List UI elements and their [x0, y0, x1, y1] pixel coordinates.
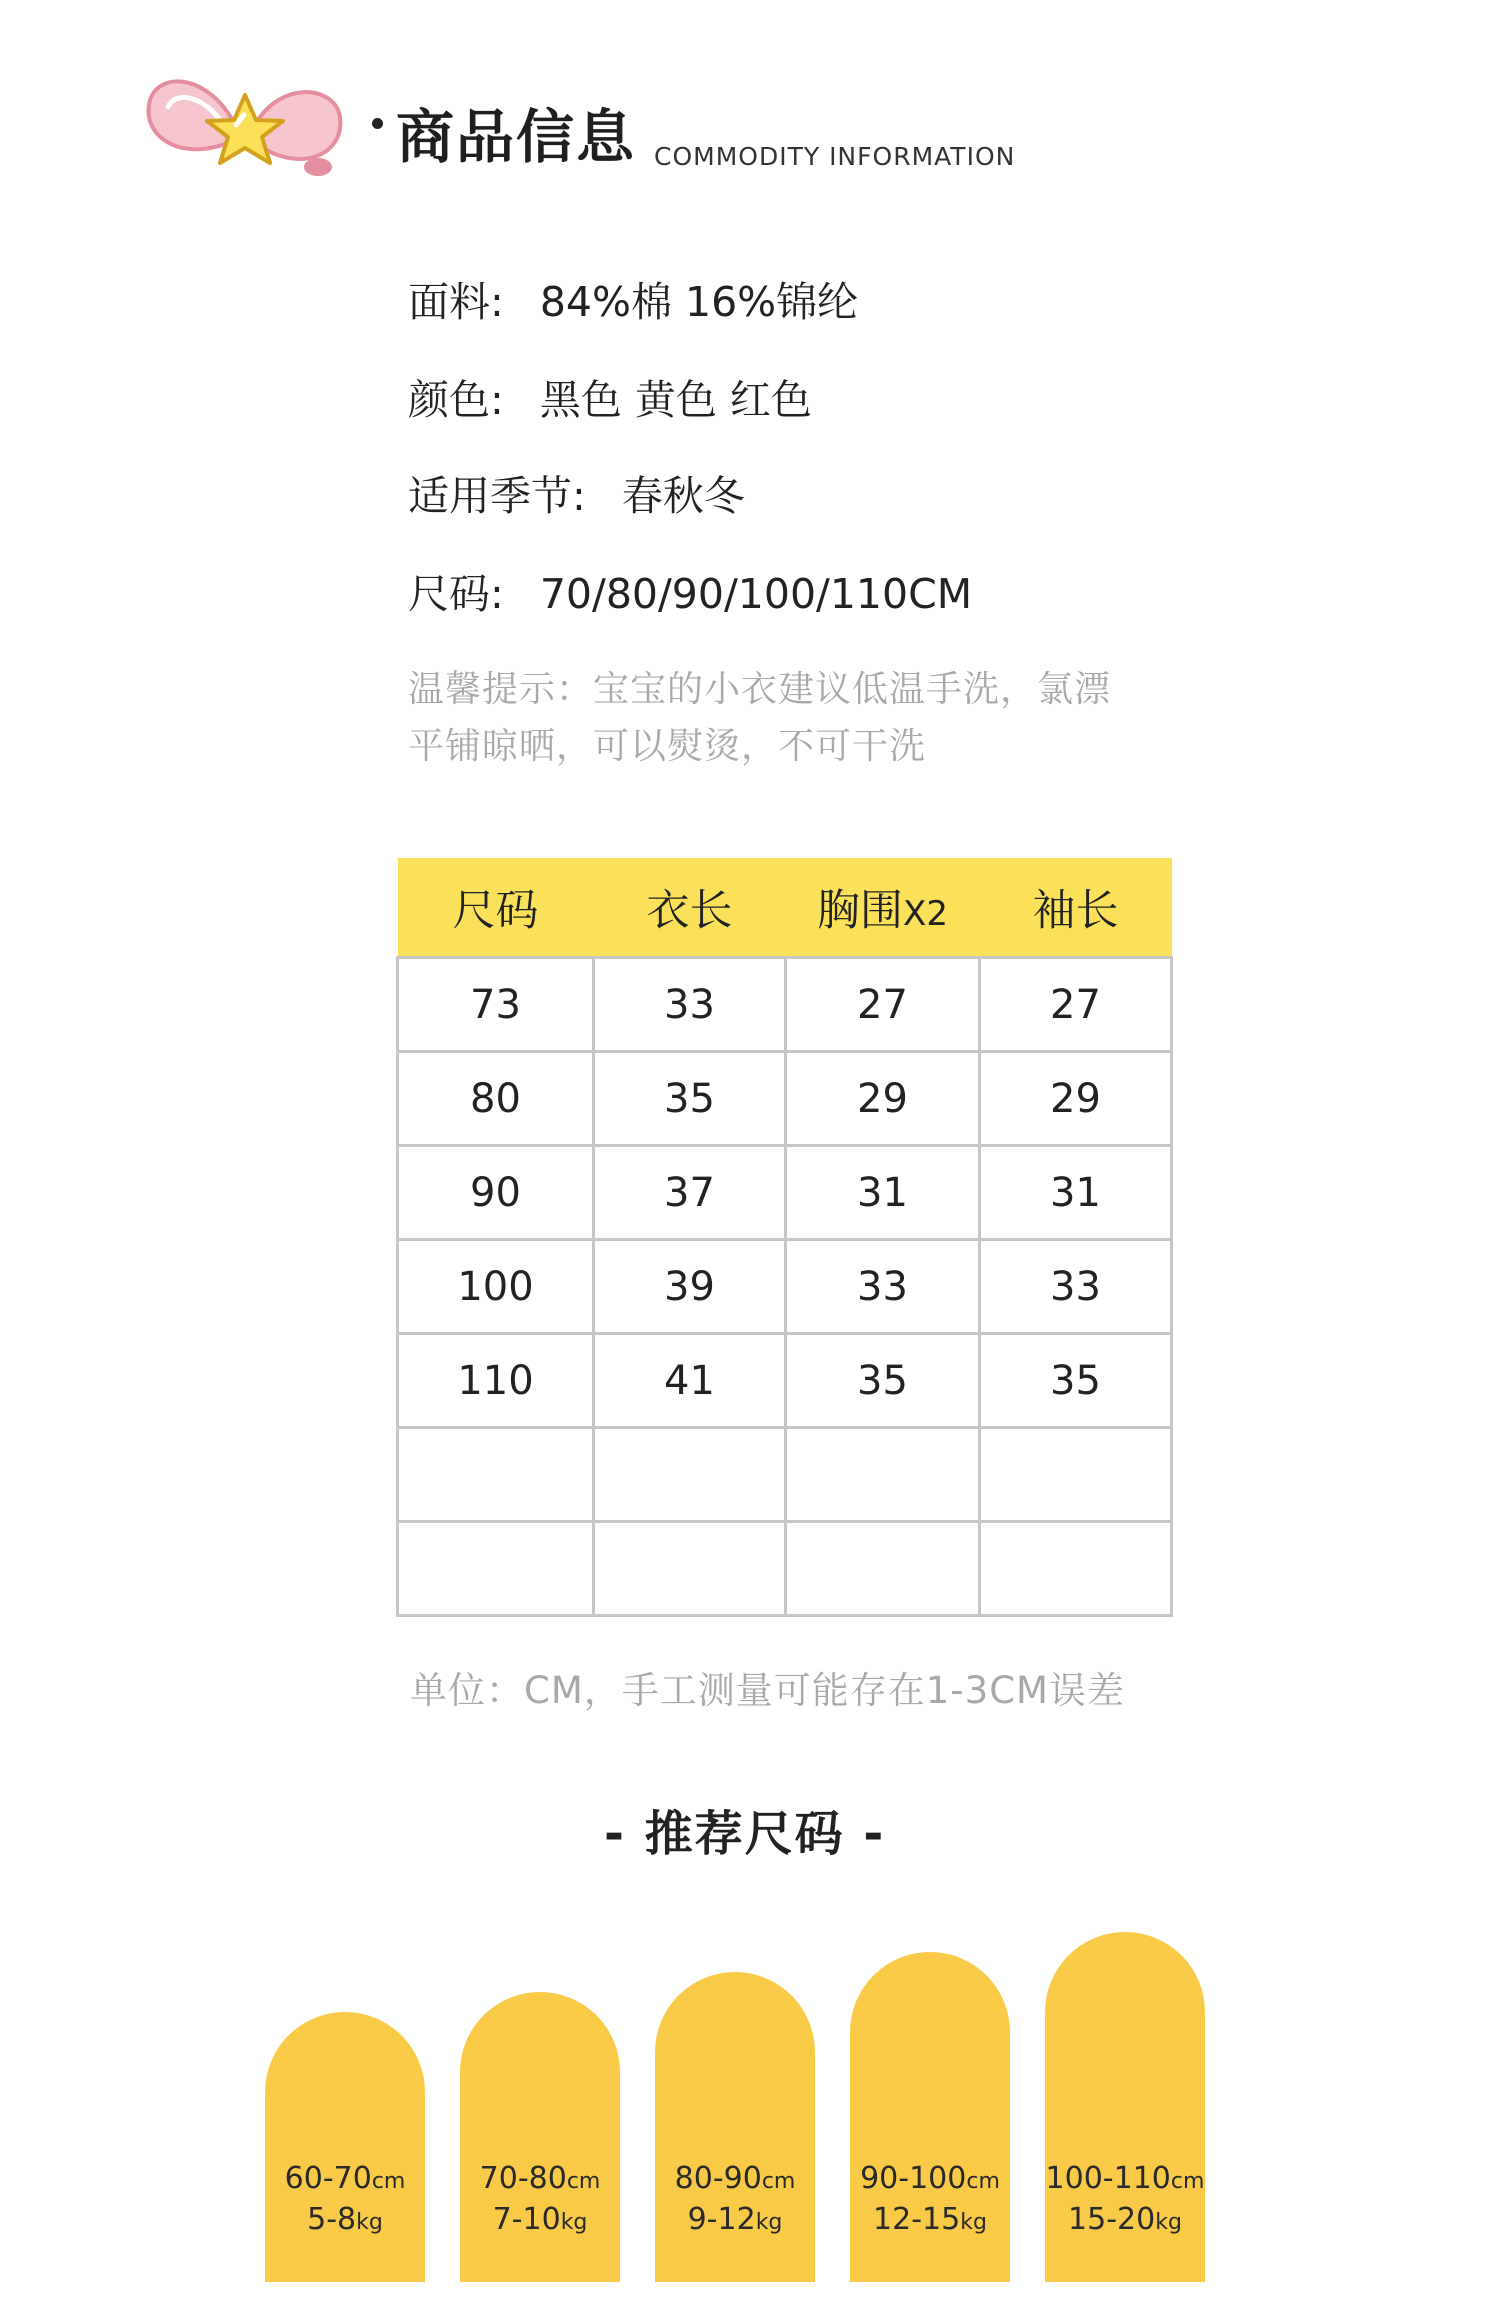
season-value: 春秋冬: [621, 472, 745, 520]
recommend-card: [1045, 1932, 1205, 2282]
kg-unit: kg: [560, 2209, 588, 2235]
color-value: 黑色 黄色 红色: [539, 376, 812, 424]
height-range: 100-110: [1045, 2161, 1171, 2196]
table-row: [398, 1052, 1172, 1146]
fabric-label: 面料:: [408, 278, 504, 326]
size-table: [396, 858, 1173, 1617]
recommend-card: [265, 2012, 425, 2282]
cell: 35: [594, 1052, 786, 1146]
bow-star-icon: [140, 55, 350, 205]
header-chest-label: 胸围: [817, 885, 904, 936]
cell: 31: [786, 1146, 980, 1240]
header-size: 尺码: [398, 858, 594, 958]
cm-unit: cm: [761, 2169, 796, 2194]
info-fabric: [408, 278, 859, 326]
cell: 100: [398, 1240, 594, 1334]
cell: [980, 1522, 1172, 1616]
weight-range: 9-12: [687, 2201, 756, 2237]
kg-unit: kg: [1155, 2209, 1182, 2235]
cell: 35: [980, 1334, 1172, 1428]
weight-range: 15-20: [1068, 2201, 1156, 2237]
height-range: 80-90: [674, 2161, 762, 2196]
header-length: 衣长: [594, 858, 786, 958]
cell: 73: [398, 958, 594, 1052]
cell: [980, 1428, 1172, 1522]
header-sleeve: 袖长: [980, 858, 1172, 958]
fabric-value: 84%棉 16%锦纶: [539, 278, 859, 326]
table-row: [398, 1146, 1172, 1240]
recommend-card: [460, 1992, 620, 2282]
cell: 39: [594, 1240, 786, 1334]
header-chest-suffix: X2: [903, 893, 948, 934]
cell: 29: [980, 1052, 1172, 1146]
recommend-card: [655, 1972, 815, 2282]
cm-unit: cm: [566, 2169, 601, 2194]
weight-range: 7-10: [492, 2201, 561, 2237]
cell: [398, 1428, 594, 1522]
cell: [594, 1428, 786, 1522]
cell: 29: [786, 1052, 980, 1146]
season-label: 适用季节:: [408, 472, 586, 520]
cm-unit: cm: [371, 2169, 406, 2194]
height-range: 90-100: [860, 2161, 967, 2196]
table-row: [398, 1240, 1172, 1334]
cell: 37: [594, 1146, 786, 1240]
cell: [594, 1522, 786, 1616]
size-value: 70/80/90/100/110CM: [539, 570, 973, 618]
cell: 27: [980, 958, 1172, 1052]
cell: 80: [398, 1052, 594, 1146]
page-subtitle: COMMODITY INFORMATION: [654, 142, 1016, 171]
weight-range: 5-8: [307, 2201, 357, 2237]
page-title: 商品信息: [396, 103, 637, 171]
weight-range: 12-15: [873, 2201, 961, 2237]
cell: [786, 1428, 980, 1522]
cell: 31: [980, 1146, 1172, 1240]
kg-unit: kg: [356, 2209, 383, 2235]
cell: 33: [786, 1240, 980, 1334]
cell: 90: [398, 1146, 594, 1240]
info-size: [408, 570, 973, 618]
table-row-empty: [398, 1428, 1172, 1522]
cm-unit: cm: [966, 2169, 1000, 2194]
kg-unit: kg: [755, 2209, 783, 2235]
table-row: [398, 1334, 1172, 1428]
cell: [398, 1522, 594, 1616]
height-range: 60-70: [284, 2161, 372, 2196]
cm-unit: cm: [1170, 2169, 1205, 2194]
cell: [786, 1522, 980, 1616]
table-row-empty: [398, 1522, 1172, 1616]
care-tip-line-1: 温馨提示：宝宝的小衣建议低温手洗，氯漂: [408, 669, 1112, 710]
recommend-card: [850, 1952, 1010, 2282]
cell: 33: [594, 958, 786, 1052]
table-row: [398, 958, 1172, 1052]
cell: 110: [398, 1334, 594, 1428]
height-range: 70-80: [479, 2161, 567, 2196]
cell: 27: [786, 958, 980, 1052]
size-label: 尺码:: [408, 570, 504, 618]
recommend-title: - 推荐尺码 -: [604, 1806, 886, 1862]
cell: 33: [980, 1240, 1172, 1334]
cell: 41: [594, 1334, 786, 1428]
info-color: [408, 376, 812, 424]
title-bullet: [372, 118, 383, 129]
cell: 35: [786, 1334, 980, 1428]
care-tip-line-2: 平铺晾晒，可以熨烫，不可干洗: [408, 726, 927, 767]
table-header-row: [398, 858, 1172, 958]
unit-note: 单位：CM，手工测量可能存在1-3CM误差: [410, 1669, 1125, 1712]
color-label: 颜色:: [408, 376, 504, 424]
info-season: [408, 472, 745, 520]
header-chest: [786, 858, 980, 958]
kg-unit: kg: [960, 2209, 987, 2235]
